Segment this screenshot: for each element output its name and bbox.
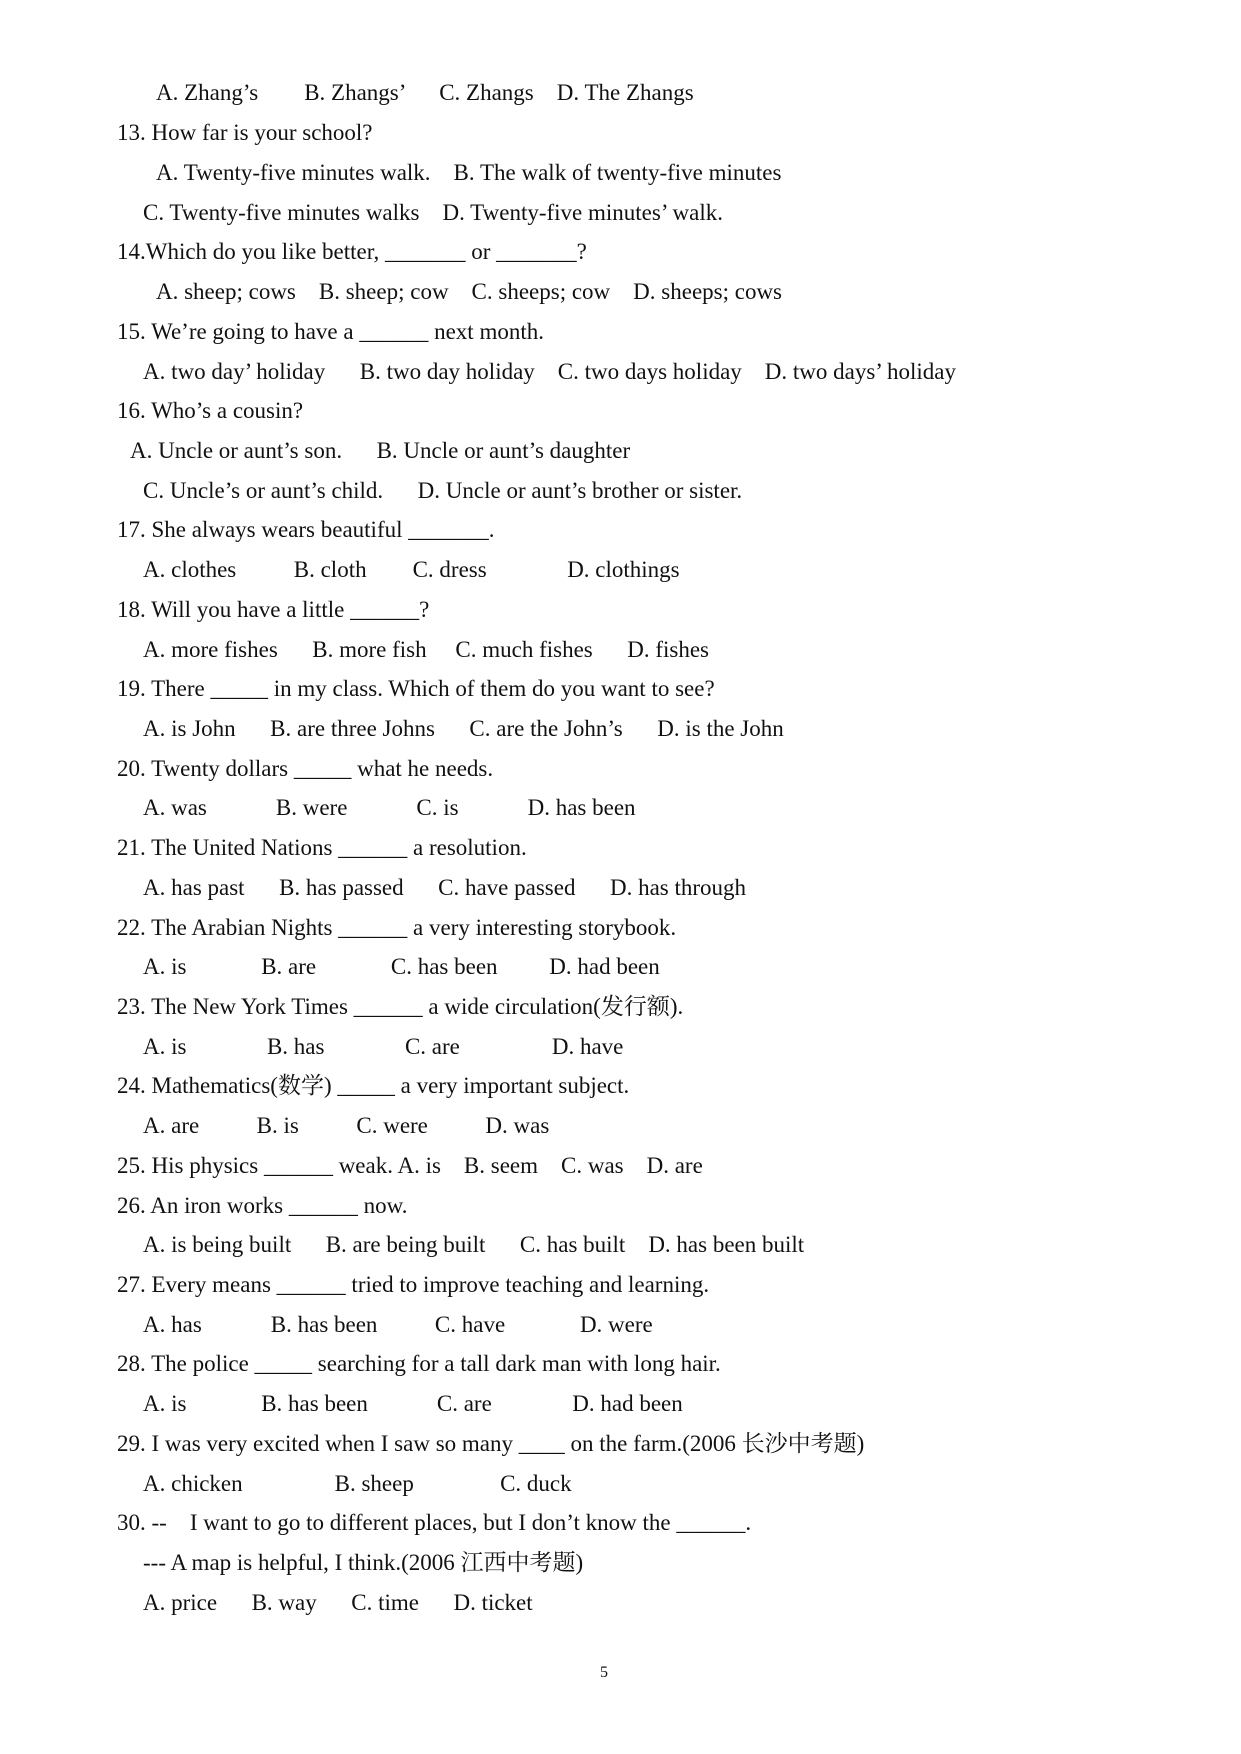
question-line: 27. Every means ______ tried to improve teaching and learning. bbox=[117, 1272, 710, 1297]
option-line: A. is B. has been C. are D. had been bbox=[143, 1391, 683, 1416]
option-line: C. Uncle’s or aunt’s child. D. Uncle or aunt’s brother or sister. bbox=[143, 478, 743, 503]
question-line: 16. Who’s a cousin? bbox=[117, 398, 304, 423]
question-line: 24. Mathematics(数学) _____ a very important subject. bbox=[117, 1073, 630, 1098]
question-line: 18. Will you have a little ______? bbox=[117, 597, 430, 622]
option-line: A. clothes B. cloth C. dress D. clothings bbox=[143, 557, 680, 582]
question-line: 26. An iron works ______ now. bbox=[117, 1193, 408, 1218]
question-line: 30. -- I want to go to different places, but I don’t know the ______. bbox=[117, 1510, 752, 1535]
option-line: A. Zhang’s B. Zhangs’ C. Zhangs D. The Zhangs bbox=[156, 80, 694, 105]
option-line: A. is John B. are three Johns C. are the John’s D. is the John bbox=[143, 716, 784, 741]
option-line: A. is being built B. are being built C. has built D. has been built bbox=[143, 1232, 805, 1257]
question-line: 20. Twenty dollars _____ what he needs. bbox=[117, 756, 494, 781]
option-line: A. was B. were C. is D. has been bbox=[143, 795, 636, 820]
option-line: A. has past B. has passed C. have passed D. has through bbox=[143, 875, 747, 900]
question-line: 19. There _____ in my class. Which of them do you want to see? bbox=[117, 676, 715, 701]
option-line: A. is B. has C. are D. have bbox=[143, 1034, 624, 1059]
question-line: 22. The Arabian Nights ______ a very interesting storybook. bbox=[117, 915, 677, 940]
page-number: 5 bbox=[600, 1664, 608, 1681]
option-line: A. has B. has been C. have D. were bbox=[143, 1312, 653, 1337]
question-line: 25. His physics ______ weak. A. is B. seem C. was D. are bbox=[117, 1153, 703, 1178]
question-line: 23. The New York Times ______ a wide circulation(发行额). bbox=[117, 994, 684, 1019]
dialogue-line: --- A map is helpful, I think.(2006 江西中考题) bbox=[143, 1550, 584, 1575]
option-line: A. two day’ holiday B. two day holiday C. two days holiday D. two days’ holiday bbox=[143, 359, 956, 384]
option-line: A. more fishes B. more fish C. much fishes D. fishes bbox=[143, 637, 709, 662]
option-line: A. chicken B. sheep C. duck bbox=[143, 1471, 572, 1496]
option-line: A. price B. way C. time D. ticket bbox=[143, 1590, 533, 1615]
question-line: 15. We’re going to have a ______ next month. bbox=[117, 319, 544, 344]
question-line: 29. I was very excited when I saw so many ____ on the farm.(2006 长沙中考题) bbox=[117, 1431, 865, 1456]
option-line: A. Uncle or aunt’s son. B. Uncle or aunt’s daughter bbox=[130, 438, 631, 463]
option-line: A. Twenty-five minutes walk. B. The walk of twenty-five minutes bbox=[156, 160, 782, 185]
question-line: 17. She always wears beautiful _______. bbox=[117, 517, 495, 542]
question-line: 21. The United Nations ______ a resolution. bbox=[117, 835, 527, 860]
question-line: 14.Which do you like better, _______ or _______? bbox=[117, 239, 587, 264]
question-line: 28. The police _____ searching for a tall dark man with long hair. bbox=[117, 1351, 721, 1376]
option-line: C. Twenty-five minutes walks D. Twenty-five minutes’ walk. bbox=[143, 200, 723, 225]
option-line: A. is B. are C. has been D. had been bbox=[143, 954, 660, 979]
option-line: A. sheep; cows B. sheep; cow C. sheeps; cow D. sheeps; cows bbox=[156, 279, 783, 304]
option-line: A. are B. is C. were D. was bbox=[143, 1113, 550, 1138]
question-line: 13. How far is your school? bbox=[117, 120, 373, 145]
